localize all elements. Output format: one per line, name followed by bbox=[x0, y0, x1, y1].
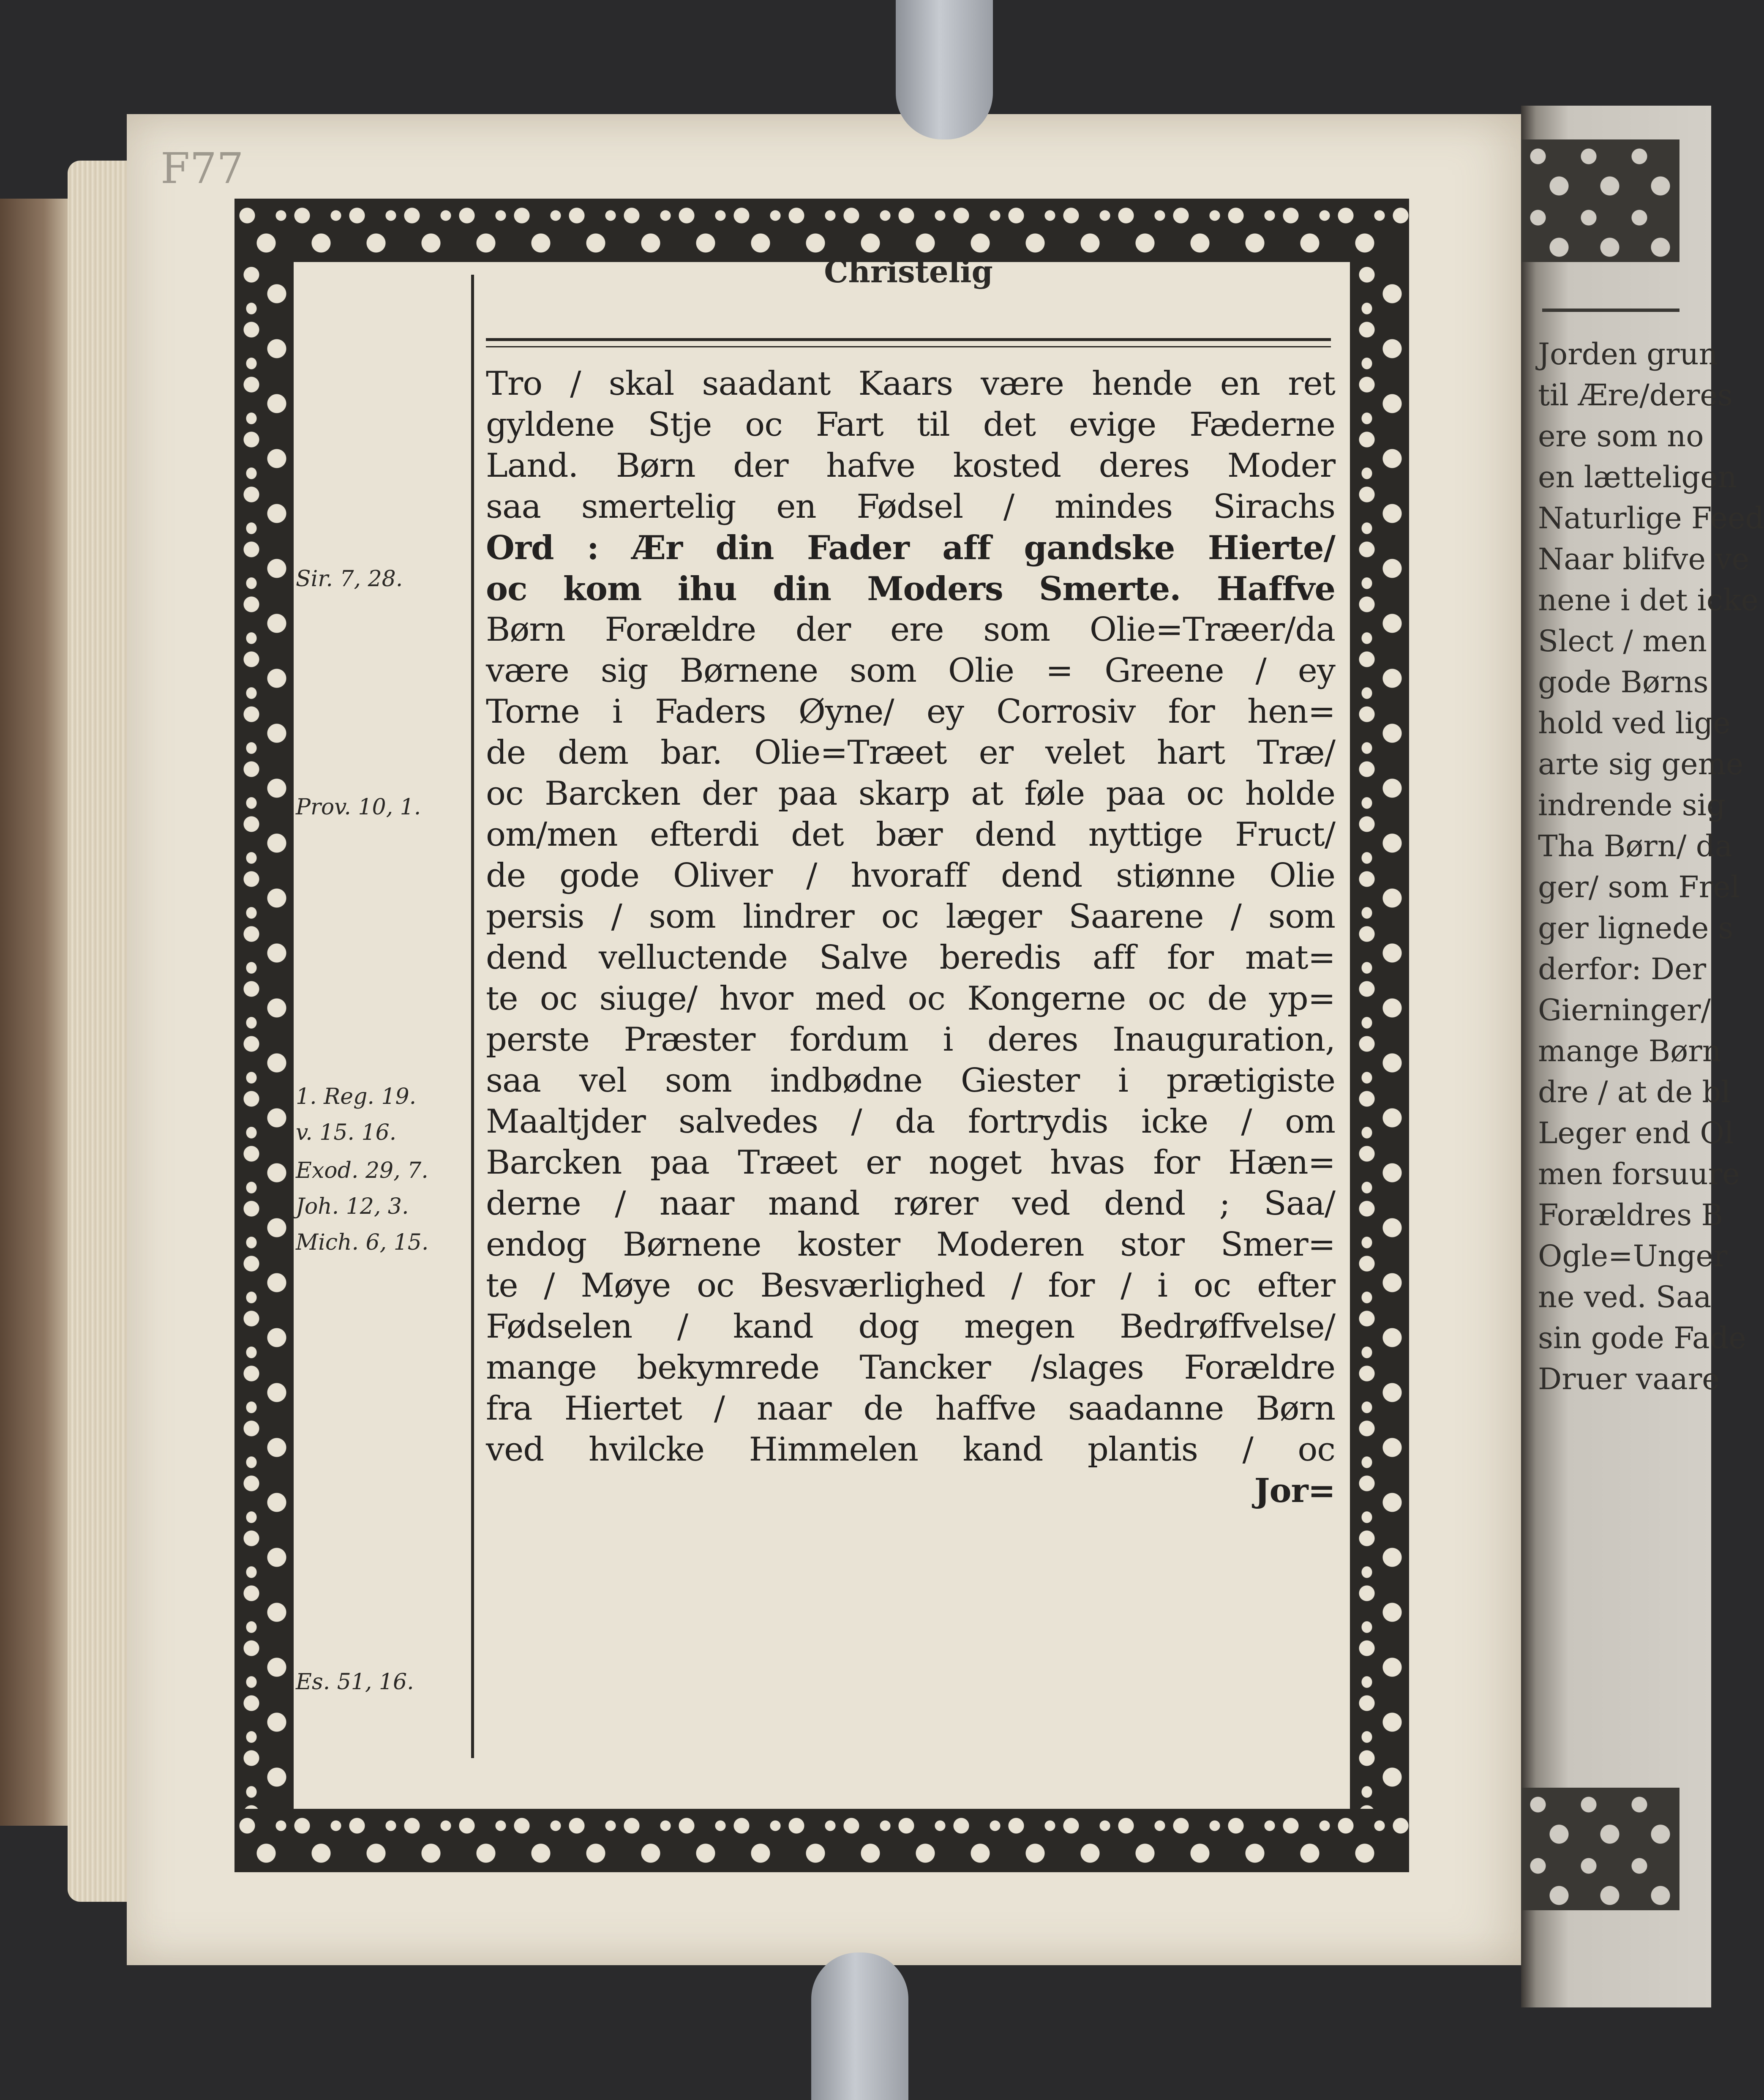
margin-rule bbox=[471, 275, 474, 1758]
text-line: perste Præster fordum i deres Inauguration, bbox=[486, 1021, 1335, 1059]
text-line: Naar blifve ve bbox=[1538, 542, 1750, 576]
text-line: oc Barcken der paa skarp at føle paa oc holde bbox=[486, 775, 1335, 813]
text-line: fra Hiertet / naar de haffve saadanne Børn bbox=[486, 1390, 1335, 1428]
right-ornament-bottom bbox=[1521, 1788, 1679, 1910]
right-ornament-top bbox=[1521, 139, 1679, 262]
text-line: være sig Børnene som Olie = Greene / ey bbox=[486, 652, 1335, 690]
margin-note: Exod. 29, 7. bbox=[296, 1158, 428, 1183]
text-line: Fødselen / kand dog megen Bedrøffvelse/ bbox=[486, 1308, 1335, 1346]
margin-note: Es. 51, 16. bbox=[296, 1669, 414, 1695]
right-header-rule bbox=[1542, 309, 1679, 312]
text-line: Torne i Faders Øyne/ ey Corrosiv for hen= bbox=[486, 693, 1335, 731]
text-line: Gierninger/ bbox=[1538, 993, 1711, 1027]
text-line: de dem bar. Olie=Træet er velet hart Træ/ bbox=[486, 734, 1335, 772]
text-line: persis / som lindrer oc læger Saarene / som bbox=[486, 898, 1335, 936]
text-line: Ogle=Unger bbox=[1538, 1239, 1728, 1273]
ornament-bottom bbox=[234, 1809, 1409, 1872]
text-line: saa vel som indbødne Giester i prætigiste bbox=[486, 1062, 1335, 1100]
book-clip-bottom bbox=[811, 1953, 908, 2100]
text-line: derfor: Der bbox=[1538, 952, 1707, 986]
text-line: Land. Børn der hafve kosted deres Moder bbox=[486, 447, 1335, 485]
text-line: gode Børns bbox=[1538, 665, 1709, 699]
body-text bbox=[486, 363, 1335, 1511]
text-line: Barcken paa Træet er noget hvas for Hæn= bbox=[486, 1144, 1335, 1182]
text-line: Jorden grun bbox=[1538, 337, 1718, 371]
margin-note: v. 15. 16. bbox=[296, 1120, 397, 1145]
text-line: endog Børnene koster Moderen stor Smer= bbox=[486, 1226, 1335, 1264]
text-line: mange bekymrede Tancker /slages Forældre bbox=[486, 1349, 1335, 1387]
text-line: Ord : Ær din Fader aff gandske Hierte/ bbox=[486, 529, 1335, 567]
text-line: Druer vaare bbox=[1538, 1362, 1720, 1396]
text-line: te oc siuge/ hvor med oc Kongerne oc de yp= bbox=[486, 980, 1335, 1018]
text-line: derne / naar mand rører ved dend ; Saa/ bbox=[486, 1185, 1335, 1223]
text-line: nene i det icke bbox=[1538, 583, 1759, 617]
margin-note: 1. Reg. 19. bbox=[296, 1084, 417, 1109]
text-line: sin gode Fade bbox=[1538, 1321, 1746, 1355]
text-line: Tro / skal saadant Kaars være hende en ret bbox=[486, 365, 1335, 403]
margin-note: Sir. 7, 28. bbox=[296, 566, 403, 592]
text-line: ved hvilcke Himmelen kand plantis / oc bbox=[486, 1431, 1335, 1469]
ornament-top bbox=[234, 199, 1409, 262]
text-line: ne ved. Saa bbox=[1538, 1280, 1712, 1314]
text-line: Leger end Ol bbox=[1538, 1116, 1734, 1150]
ornament-left bbox=[234, 262, 294, 1809]
text-line: ger lignede s bbox=[1538, 911, 1734, 945]
pencil-mark: F77 bbox=[161, 144, 244, 193]
right-page-text bbox=[1538, 334, 1764, 1400]
margin-note: Mich. 6, 15. bbox=[296, 1230, 429, 1255]
text-line: indrende sig bbox=[1538, 788, 1726, 822]
catchword: Jor= bbox=[1254, 1472, 1335, 1510]
text-line: Tha Børn/ da bbox=[1538, 829, 1733, 863]
text-line: om/men efterdi det bær dend nyttige Fruct/ bbox=[486, 816, 1335, 854]
text-line: en lætteligen bbox=[1538, 460, 1737, 494]
text-line: ger/ som Frel bbox=[1538, 870, 1740, 904]
margin-note: Prov. 10, 1. bbox=[296, 795, 421, 820]
header-rule bbox=[486, 338, 1331, 347]
text-line: de gode Oliver / hvoraff dend stiønne Olie bbox=[486, 857, 1335, 895]
text-line: saa smertelig en Fødsel / mindes Sirachs bbox=[486, 488, 1335, 526]
text-line: te / Møye oc Besværlighed / for / i oc efter bbox=[486, 1267, 1335, 1305]
ornament-right bbox=[1350, 262, 1409, 1809]
margin-note: Joh. 12, 3. bbox=[296, 1194, 409, 1219]
text-line: gyldene Stje oc Fart til det evige Fæderne bbox=[486, 406, 1335, 444]
text-line: Naturlige Feed bbox=[1538, 501, 1764, 535]
text-line: ere som no bbox=[1538, 419, 1704, 453]
text-line: Maaltjder salvedes / da fortrydis icke / om bbox=[486, 1103, 1335, 1141]
text-line: mange Børn bbox=[1538, 1034, 1721, 1068]
text-line: dend velluctende Salve beredis aff for mat= bbox=[486, 939, 1335, 977]
text-line: Børn Forældre der ere som Olie=Træer/da bbox=[486, 611, 1335, 649]
book-clip-top bbox=[896, 0, 993, 139]
text-line: men forsuure bbox=[1538, 1157, 1740, 1191]
text-line: Slect / men bbox=[1538, 624, 1707, 658]
text-line: til Ære/deres bbox=[1538, 378, 1733, 412]
text-line: arte sig geme bbox=[1538, 747, 1744, 781]
text-line: oc kom ihu din Moders Smerte. Haffve bbox=[486, 570, 1335, 608]
running-header: Christelig bbox=[824, 254, 993, 289]
text-line: hold ved lige bbox=[1538, 706, 1731, 740]
text-line: dre / at de bl bbox=[1538, 1075, 1731, 1109]
text-line: Forældres B bbox=[1538, 1198, 1723, 1232]
